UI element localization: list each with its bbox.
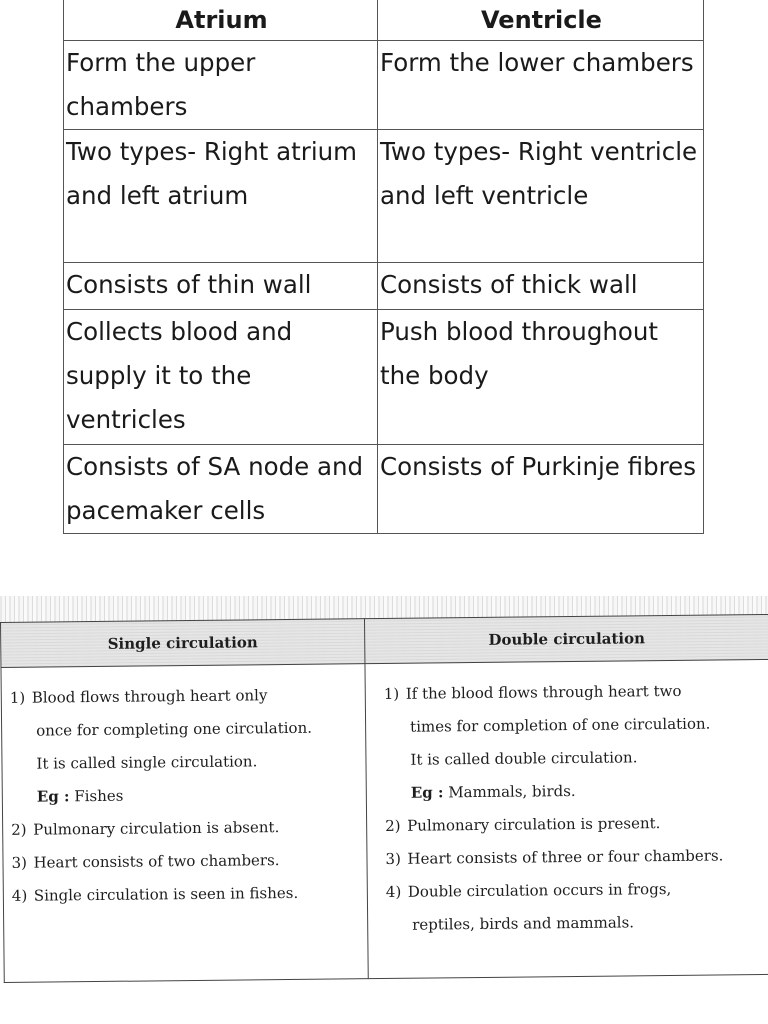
table-row: [64, 310, 704, 445]
list-item: 2) Pulmonary circulation is present.: [385, 814, 661, 835]
atrium-ventricle-table: [63, 0, 704, 534]
circulation-table: [0, 614, 768, 983]
list-item: 1) Blood flows through heart only: [9, 686, 268, 707]
double-circulation-cell: [365, 659, 768, 978]
table-row: [64, 130, 704, 263]
header-double-circulation: Double circulation: [364, 614, 768, 663]
example-line: Eg : Mammals, birds.: [410, 781, 576, 802]
ventricle-cell: Consists of Purkinje fibres: [378, 445, 704, 534]
table-header-row: [64, 0, 704, 41]
ventricle-cell: Two types- Right ventricle and left ventricle: [378, 130, 704, 263]
table-row: [1, 659, 768, 982]
header-single-circulation: Single circulation: [1, 619, 365, 668]
atrium-cell: Collects blood and supply it to the ventricles: [64, 310, 378, 445]
atrium-cell: Consists of thin wall: [64, 263, 378, 310]
list-item-continuation: It is called double circulation.: [410, 748, 638, 769]
list-item: 3) Heart consists of two chambers.: [11, 851, 280, 872]
table-row: [64, 41, 704, 130]
atrium-cell: Form the upper chambers: [64, 41, 378, 130]
table-row: [64, 263, 704, 310]
list-item: 2) Pulmonary circulation is absent.: [11, 818, 280, 839]
single-circulation-cell: [1, 664, 368, 983]
ventricle-cell: Form the lower chambers: [378, 41, 704, 130]
example-line: Eg : Fishes: [36, 786, 124, 806]
header-atrium: Atrium: [64, 0, 378, 41]
list-item-continuation: times for completion of one circulation.: [410, 714, 711, 736]
header-ventricle: Ventricle: [378, 0, 704, 41]
ventricle-cell: Consists of thick wall: [378, 263, 704, 310]
atrium-cell: Consists of SA node and pacemaker cells: [64, 445, 378, 534]
list-item-continuation: It is called single circulation.: [36, 752, 258, 773]
circulation-table-scan: [0, 614, 768, 974]
atrium-cell: Two types- Right atrium and left atrium: [64, 130, 378, 263]
list-item: 4) Double circulation occurs in frogs,: [385, 879, 672, 901]
ventricle-cell: Push blood throughout the body: [378, 310, 704, 445]
list-item: 4) Single circulation is seen in fishes.: [11, 883, 299, 905]
table-header-row: [1, 614, 768, 667]
list-item-continuation: once for completing one circulation.: [36, 718, 313, 740]
list-item: 3) Heart consists of three or four chambers.: [385, 846, 724, 868]
list-item: 1) If the blood flows through heart two: [383, 681, 682, 703]
table-row: [64, 445, 704, 534]
list-item-continuation: reptiles, birds and mammals.: [412, 913, 635, 934]
